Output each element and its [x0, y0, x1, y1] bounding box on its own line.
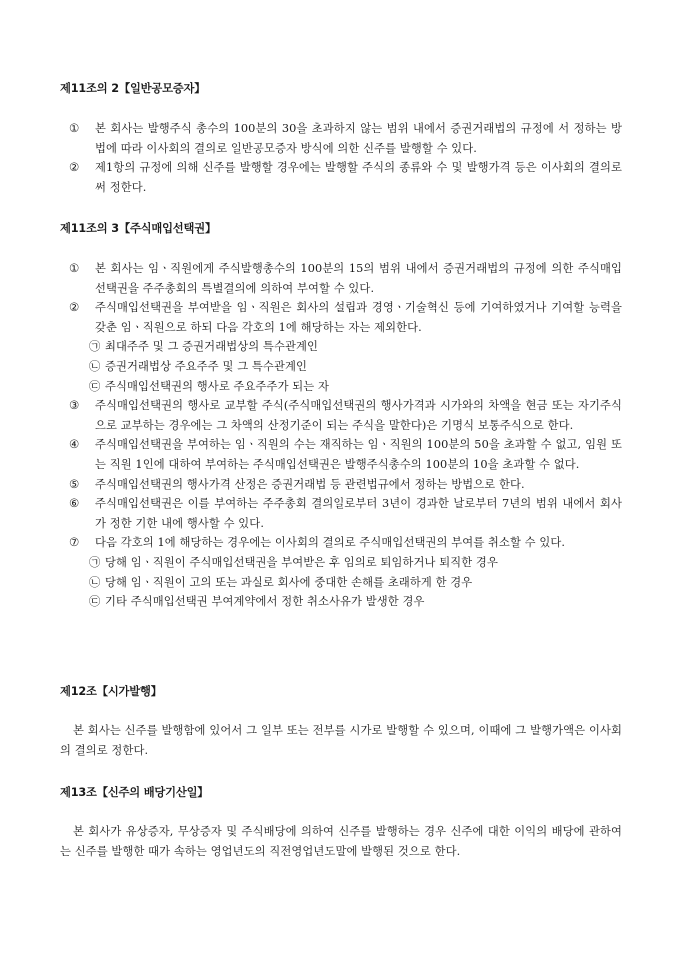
article-11-3-heading: 제11조의 3【주식매입선택권】: [60, 222, 217, 235]
sub-clause-item: [89, 573, 622, 593]
clause-item: [69, 158, 622, 197]
clause-text: 다음 각호의 1에 해당하는 경우에는 이사회의 결의로 주식매입선택권의 부여를 취소할 수 있다.: [95, 536, 566, 550]
clause-number: ①: [69, 262, 80, 275]
clause-item: [69, 435, 622, 474]
sub-clause-text: 주식매입선택권의 행사로 주요주주가 되는 자: [105, 379, 330, 393]
sub-clause-mark: ㉢: [89, 595, 101, 609]
clause-item: [69, 259, 622, 298]
sub-clause-mark: ㉢: [89, 379, 101, 393]
clause-text: 주식매입선택권의 행사가격 산정은 증권거래법 등 관련법규에서 정하는 방법으로 한다.: [95, 477, 525, 491]
sub-clause-item: [89, 337, 622, 357]
sub-clause-text: 기타 주식매입선택권 부여계약에서 정한 취소사유가 발생한 경우: [105, 595, 425, 609]
article-12-body: [60, 721, 680, 761]
article-paragraph: 본 회사가 유상증자, 무상증자 및 주식배당에 의하여 신주를 발행하는 경우 신주에 대한 이익의 배당에 관하여는 신주를 발행한 때가 속하는 영업년도의 직전영업년도말에 발행된 것으로 한다.: [60, 825, 622, 858]
clause-number: ⑦: [69, 536, 80, 550]
clause-number: ②: [69, 161, 80, 175]
sub-clause-item: [89, 553, 622, 573]
clause-number: ③: [69, 399, 80, 413]
article-13-heading: 제13조【신주의 배당기산일】: [60, 786, 209, 799]
clause-number: ②: [69, 301, 80, 315]
clause-number: ④: [69, 438, 80, 452]
sub-clause-mark: ㉡: [89, 575, 101, 589]
article-11-2-body: [60, 119, 680, 197]
article-11-3-body: [60, 259, 680, 612]
sub-clause-item: [89, 592, 622, 612]
sub-clause-mark: ㉠: [89, 555, 101, 569]
clause-item: [69, 298, 622, 337]
clause-text: 주식매입선택권을 부여받을 임ㆍ직원은 회사의 설립과 경영ㆍ기술혁신 등에 기여하였거나 기여할 능력을 갖춘 임ㆍ직원으로 하되 다음 각호의 1에 해당하는 자는 제외한다.: [95, 301, 622, 334]
clause-text: 주식매입선택권은 이를 부여하는 주주총회 결의일로부터 3년이 경과한 날로부터 7년의 범위 내에서 회사가 정한 기한 내에 행사할 수 있다.: [95, 497, 622, 530]
article-paragraph: 본 회사는 신주를 발행함에 있어서 그 일부 또는 전부를 시가로 발행할 수 있으며, 이때에 그 발행가액은 이사회의 결의로 정한다.: [60, 724, 622, 757]
article-11-2-heading: 제11조의 2【일반공모증자】: [60, 82, 206, 95]
clause-item: [69, 494, 622, 533]
sub-clause-text: 당해 임ㆍ직원이 고의 또는 과실로 회사에 중대한 손해를 초래하게 한 경우: [105, 575, 473, 589]
clause-number: ⑤: [69, 477, 80, 491]
clause-text: 본 회사는 임ㆍ직원에게 주식발행총수의 100분의 15의 범위 내에서 증권거래법의 규정에 의한 주식매입선택권을 주주총회의 특별결의에 의하여 부여할 수 있다.: [95, 262, 622, 295]
clause-number: ①: [69, 122, 80, 135]
article-13-body: [60, 822, 680, 862]
sub-clause-item: [89, 357, 622, 377]
sub-clause-mark: ㉡: [89, 359, 101, 373]
sub-clause-mark: ㉠: [89, 340, 101, 354]
clause-text: 제1항의 규정에 의해 신주를 발행할 경우에는 발행할 주식의 종류와 수 및 발행가격 등은 이사회의 결의로써 정한다.: [95, 161, 622, 194]
clause-text: 주식매입선택권의 행사로 교부할 주식(주식매입선택권의 행사가격과 시가와의 차액을 현금 또는 자기주식으로 교부하는 경우에는 그 차액의 산정기준이 되는 주식을 말한다)은 기명식 보통주식으로 한다.: [95, 399, 622, 432]
clause-text: 본 회사는 발행주식 총수의 100분의 30을 초과하지 않는 범위 내에서 증권거래법의 규정에 서 정하는 방법에 따라 이사회의 결의로 일반공모증자 방식에 의한 신주를 발행할 수 있다.: [95, 122, 622, 155]
clause-item: [69, 119, 622, 158]
clause-number: ⑥: [69, 497, 80, 511]
clause-item: [69, 533, 622, 553]
clause-item: [69, 475, 622, 495]
article-12-heading: 제12조【시가발행】: [60, 685, 162, 698]
sub-clause-text: 최대주주 및 그 증권거래법상의 특수관계인: [105, 340, 318, 354]
sub-clause-item: [89, 377, 622, 397]
clause-item: [69, 396, 622, 435]
sub-clause-text: 증권거래법상 주요주주 및 그 특수관계인: [105, 359, 307, 373]
clause-text: 주식매입선택권을 부여하는 임ㆍ직원의 수는 재직하는 임ㆍ직원의 100분의 50을 초과할 수 없고, 임원 또는 직원 1인에 대하여 부여하는 주식매입선택권은 발행주식총수의 100분의 10을 초과할 수 없다.: [95, 438, 622, 471]
sub-clause-text: 당해 임ㆍ직원이 주식매입선택권을 부여받은 후 임의로 퇴임하거나 퇴직한 경우: [105, 555, 498, 569]
